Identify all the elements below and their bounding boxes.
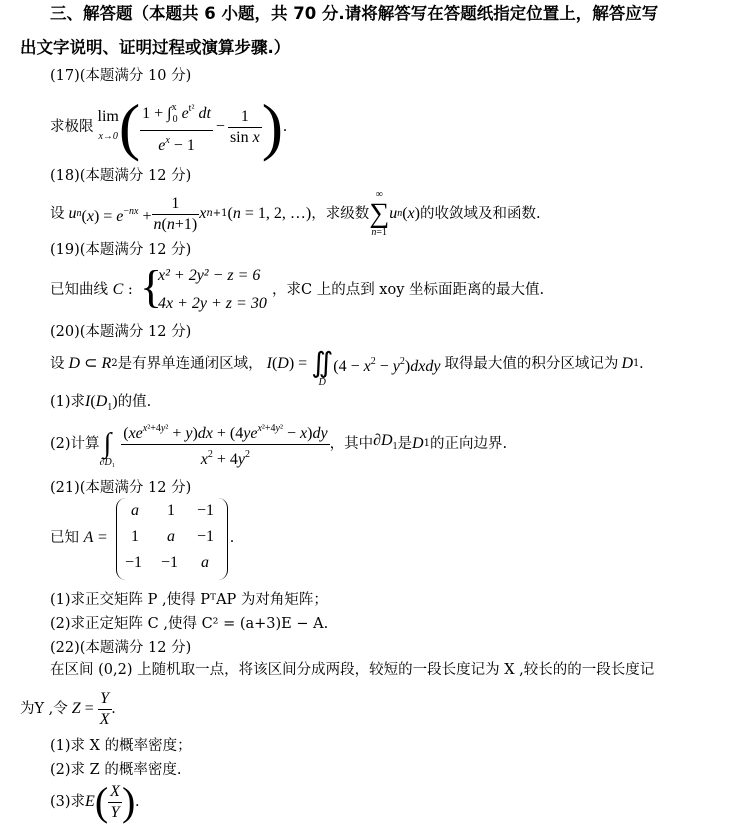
- p20-q2-c: 是: [397, 436, 413, 452]
- p19-label: (19)(本题满分 12 分): [50, 242, 192, 258]
- p17-fraction-2: $\frac{1}{\text{sin x}}$: [229, 107, 260, 146]
- matrix-cell: −1: [197, 528, 215, 545]
- p18-expression: 设 u n $(x) = e^{-nx}$ + $\frac{1}{n(n+1)}$ x n+1 (n = 1, 2, …) ，求级数 ∞ ∑ n=1 u n (x) 的收敛域及和函数.: [50, 189, 541, 238]
- matrix-cell: a: [131, 502, 139, 519]
- matrix-cell: −1: [125, 554, 143, 571]
- p18-sigma: ∞ ∑ n=1: [369, 189, 390, 238]
- matrix-cell: 1: [131, 528, 139, 545]
- section-heading-line1: 三、解答题（本题共 6 小题，共 70 分.请将解答写在答题纸指定位置上，解答应写: [50, 4, 659, 23]
- p21-prefix: 已知 A =: [50, 529, 108, 546]
- p19-eq1: x² + 2y² − z = 6: [158, 267, 261, 284]
- p17-lim: lim x→0: [97, 108, 119, 142]
- p22-fraction: $\frac{Y}{X}$: [99, 689, 110, 728]
- p21-period: .: [230, 529, 234, 546]
- p19-prefix: 已知曲线 C :: [50, 281, 133, 298]
- p18-label: (18)(本题满分 12 分): [50, 168, 192, 184]
- p21-q2: (2)求正定矩阵 C ,使得 C² = (a+3)E − A.: [50, 616, 329, 632]
- p20-line-integral: ∫ ∂D₁: [99, 428, 116, 468]
- p22-q2: (2)求 Z 的概率密度.: [50, 762, 182, 778]
- p22-q3-text: (3)求: [50, 794, 86, 810]
- section-heading-line2: 出文字说明、证明过程或演算步骤.）: [20, 38, 291, 57]
- p20-double-integral: ∬ D: [311, 348, 334, 388]
- p19-brace: {: [140, 261, 163, 312]
- p17-prefix: 求极限: [50, 119, 94, 135]
- p20-q2-d: 的正向边界.: [429, 436, 508, 452]
- matrix-cell: −1: [161, 554, 179, 571]
- p20-intro: 设 D ⊂ R 2 是有界单连通闭区域， I (D) = ∬ D ($4 - x^2$ − $y^2)dxdy$ 取得最大值的积分区域记为 D 1 .: [50, 344, 643, 384]
- p17-right-paren: ): [261, 91, 284, 162]
- matrix-cell: 1: [167, 502, 175, 519]
- p20-label: (20)(本题满分 12 分): [50, 324, 192, 340]
- p19-suffix: ，求C 上的点到 xoy 坐标面距离的最大值.: [272, 282, 545, 298]
- p22-label: (22)(本题满分 12 分): [50, 640, 192, 656]
- p19-eq2: 4x + 2y + z = 30: [158, 295, 267, 312]
- p20-intro-b: 是有界单连通闭区域，: [117, 356, 263, 372]
- p20-q2-fraction: $\frac{(xe^{x^2+4y^2} + y)dx + (4ye^{x^2+4y^2} - x)dy}{x^2 + 4y^2}$: [121, 419, 329, 470]
- p17-left-paren: (: [118, 91, 141, 162]
- p18-prefix: 设: [50, 206, 65, 222]
- p18-fraction: $\frac{1}{n(n+1)}$: [153, 194, 198, 233]
- p17-fraction-1: $\frac{1 + \int^x_0 e^{t^2} dt}{e^x - 1}$: [140, 98, 213, 156]
- p22-q3: (3)求 E ( $\frac{X}{Y}$ ) .: [50, 779, 140, 824]
- p20-intro-c: 取得最大值的积分区域记为: [444, 356, 619, 372]
- matrix-cell: a: [201, 554, 209, 571]
- p22-intro2-a: 为Y ,令: [20, 701, 68, 717]
- p18-end: 的收敛域及和函数.: [419, 206, 541, 222]
- p20-q2: (2)计算 ∫ ∂D₁ $\frac{(xe^{x^2+4y^2} + y)dx + (4ye^{x^2+4y^2} - x)dy}{x^2 + 4y^2}$ ，其中 $\partial D_1$ 是 D 1 的正向边界.: [50, 418, 507, 470]
- p21-q1: (1)求正交矩阵 P ,使得 PᵀAP 为对角矩阵；: [50, 592, 328, 608]
- matrix-cell: −1: [197, 502, 215, 519]
- p17-expression: 求极限 lim x→0 ( $\frac{1 + \int^x_0 e^{t^2} dt}{e^x - 1}$ − $\frac{1}{\text{sin x}}$ ) .: [50, 91, 288, 162]
- p22-intro2: 为Y ,令 Z = $\frac{Y}{X}$ .: [20, 689, 116, 728]
- matrix-cell: a: [167, 528, 175, 545]
- p20-intro-a: 设: [50, 356, 65, 372]
- p22-intro1: 在区间 (0,2) 上随机取一点，将该区间分成两段，较短的一段长度记为 X ,较长的的一段长度记: [50, 662, 655, 678]
- p20-q1: (1)求$I(D_1)$的值.: [50, 393, 152, 413]
- p22-q1: (1)求 X 的概率密度；: [50, 738, 192, 754]
- p20-q2-a: (2)计算: [50, 436, 100, 452]
- p18-suffix: ，求级数: [311, 206, 370, 222]
- p21-matrix: [116, 498, 228, 580]
- p22-q3-fraction: $\frac{X}{Y}$: [110, 782, 120, 821]
- p17-label: (17)(本题满分 10 分): [50, 68, 192, 84]
- p20-q2-b: ，其中: [329, 436, 374, 452]
- p21-label: (21)(本题满分 12 分): [50, 480, 192, 496]
